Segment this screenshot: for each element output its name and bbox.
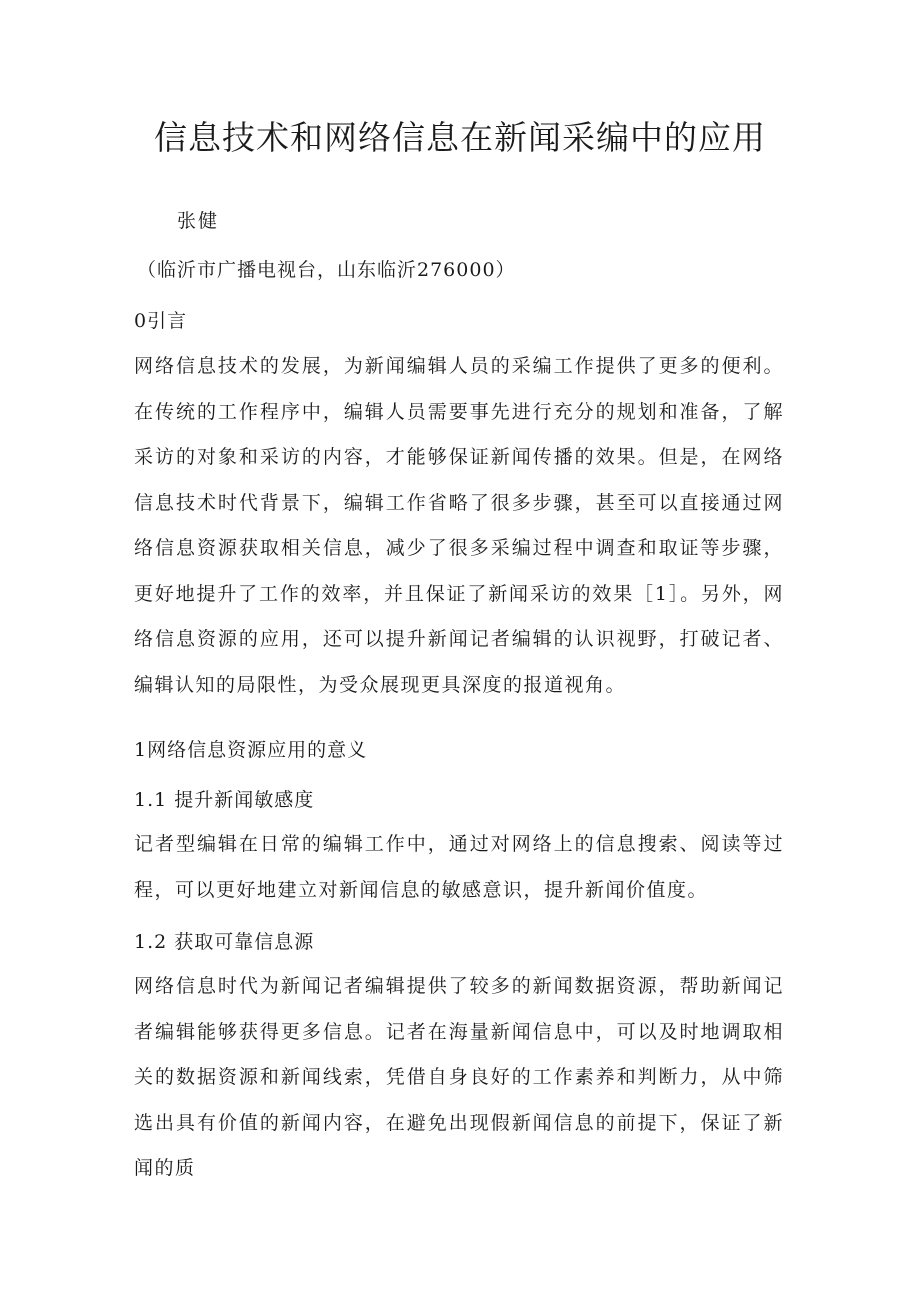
paragraph-1-2: 网络信息时代为新闻记者编辑提供了较多的新闻数据资源，帮助新闻记者编辑能够获得更多信息。记者在海量新闻信息中，可以及时地调取相关的数据资源和新闻线索，凭借自身良好的工作素养和判断力，从中筛选出具有价值的新闻内容，在避免出现假新闻信息的前提下，保证了新闻的质 <box>134 975 784 1179</box>
document-title: 信息技术和网络信息在新闻采编中的应用 <box>154 118 766 157</box>
subsection-heading-1-1: 1.1 提升新闻敏感度 <box>134 789 315 811</box>
paragraph-1-1: 记者型编辑在日常的编辑工作中，通过对网络上的信息搜索、阅读等过程，可以更好地建立对新闻信息的敏感意识，提升新闻价值度。 <box>134 833 784 901</box>
author-name: 张健 <box>177 210 220 232</box>
subsection-heading-1-2: 1.2 获取可靠信息源 <box>134 931 315 953</box>
section-heading-significance: 1网络信息资源应用的意义 <box>134 739 368 761</box>
section-heading-introduction: 0引言 <box>134 310 188 332</box>
author-affiliation: （临沂市广播电视台，山东临沂276000） <box>137 259 516 281</box>
paragraph-introduction: 网络信息技术的发展，为新闻编辑人员的采编工作提供了更多的便利。在传统的工作程序中，编辑人员需要事先进行充分的规划和准备，了解采访的对象和采访的内容，才能够保证新闻传播的效果。但是，在网络信息技术时代背景下，编辑工作省略了很多步骤，甚至可以直接通过网络信息资源获取相关信息，减少了很多采编过程中调查和取证等步骤，更好地提升了工作的效率，并且保证了新闻采访的效果［1］。另外，网络信息资源的应用，还可以提升新闻记者编辑的认识视野，打破记者、编辑认知的局限性，为受众展现更具深度的报道视角。 <box>134 355 784 696</box>
